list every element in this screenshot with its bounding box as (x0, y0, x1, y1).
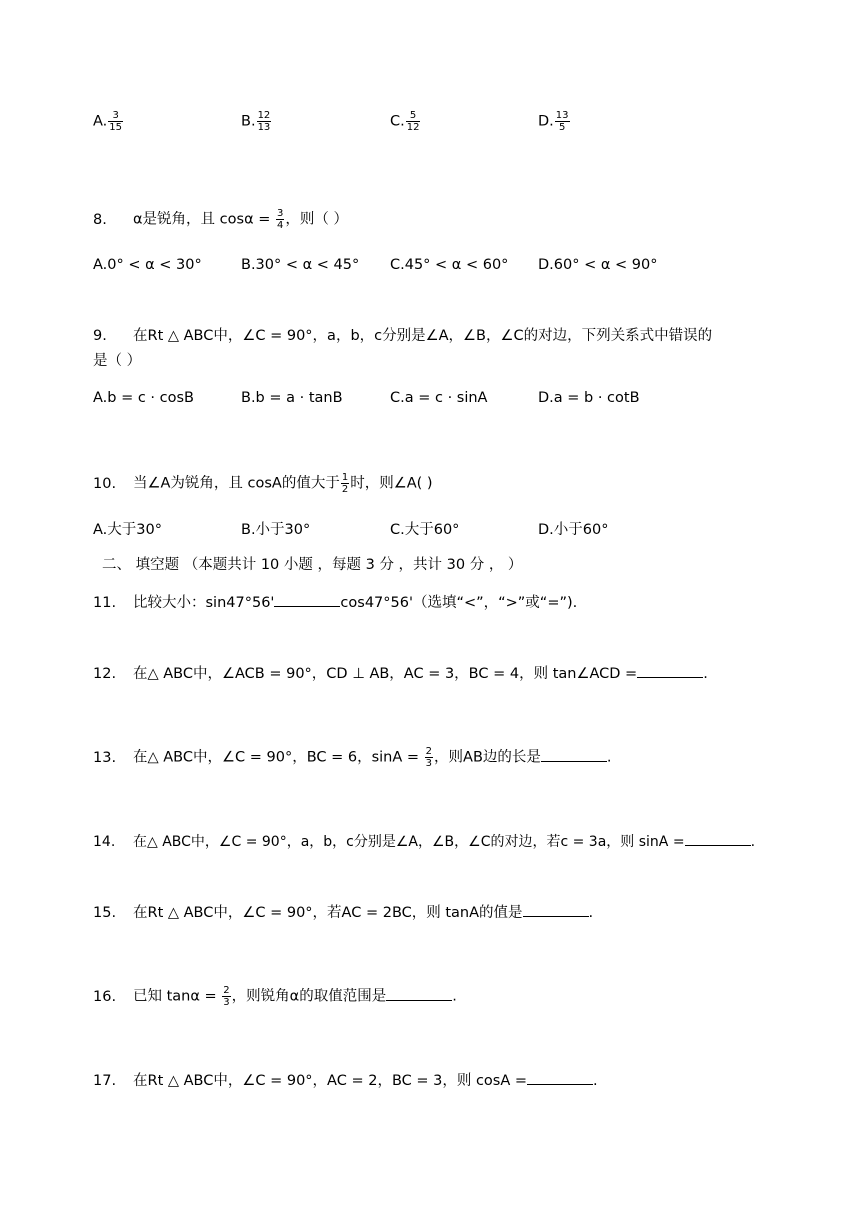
answer-blank (637, 663, 703, 678)
question-number: 8. (93, 211, 107, 228)
fraction (257, 110, 272, 133)
q8-option-b: B.30° < α < 45° (241, 257, 360, 273)
denominator: 2 (341, 484, 349, 495)
denominator: 3 (223, 997, 230, 1008)
answer-blank (523, 902, 589, 917)
question-number: 12. (93, 666, 117, 682)
question-text: 时，则∠A( ) (350, 475, 433, 492)
fraction (276, 208, 284, 231)
question-text: 在Rt △ ABC中，∠C = 90°，AC = 2，BC = 3，则 cosA = (133, 1073, 528, 1089)
question-text: 已知 tanα = (133, 988, 222, 1005)
question-number: 16. (93, 988, 117, 1005)
question-text: ，则锐角α的取值范围是 (231, 988, 387, 1005)
question-number: 11. (93, 595, 117, 611)
denominator: 5 (558, 122, 566, 133)
question-number: 10. (93, 475, 117, 492)
denominator: 15 (109, 122, 123, 133)
q7-option-a (93, 110, 124, 133)
question-text: . (588, 905, 594, 921)
fraction (108, 110, 123, 133)
question-text: 在Rt △ ABC中，∠C = 90°，若AC = 2BC，则 tanA的值是 (133, 905, 523, 921)
q9-option-c: C.a = c · sinA (390, 390, 488, 406)
numerator: 1 (341, 472, 349, 483)
q10-option-c: C.大于60° (390, 522, 460, 538)
question-11 (93, 592, 577, 613)
question-text: 在Rt △ ABC中，∠C = 90°，a，b，c分别是∠A，∠B，∠C的对边，下列关系式中错误的 (133, 328, 713, 344)
question-15 (93, 902, 593, 923)
question-text: 在△ ABC中，∠ACB = 90°，CD ⊥ AB，AC = 3，BC = 4，则 tan∠ACD = (133, 666, 638, 682)
question-number: 13. (93, 749, 117, 766)
question-number: 17. (93, 1073, 117, 1089)
question-text: 在△ ABC中，∠C = 90°，BC = 6，sinA = (133, 749, 424, 766)
q7-option-d (538, 110, 571, 133)
option-label: A. (93, 113, 108, 130)
denominator: 13 (257, 122, 271, 133)
question-9-continued: 是（ ） (93, 353, 142, 369)
question-text: . (593, 1073, 598, 1089)
fraction (406, 110, 421, 133)
question-10 (93, 472, 433, 495)
question-text: ，则AB边的长是 (434, 749, 541, 766)
question-text: 比较大小：sin47°56' (133, 595, 275, 611)
numerator: 3 (277, 208, 284, 219)
section-heading: 二、 填空题 （本题共计 10 小题 ，每题 3 分 ，共计 30 分 ， ） (102, 557, 523, 573)
fraction (425, 746, 433, 769)
numerator: 2 (425, 746, 433, 757)
q10-option-a: A.大于30° (93, 522, 162, 538)
question-number: 14. (93, 834, 116, 850)
question-text: . (750, 834, 756, 850)
answer-blank (685, 831, 751, 846)
denominator: 3 (425, 758, 433, 769)
q7-option-b (241, 110, 272, 133)
question-9 (93, 326, 712, 346)
question-13 (93, 746, 612, 769)
q7-option-c (390, 110, 421, 133)
question-text: 在△ ABC中，∠C = 90°，a，b，c分别是∠A，∠B，∠C的对边，若c = 3a，则 sinA = (133, 834, 685, 850)
numerator: 2 (223, 985, 230, 996)
question-text: . (452, 988, 457, 1005)
question-text: . (606, 749, 612, 766)
q10-option-b: B.小于30° (241, 522, 311, 538)
numerator: 12 (257, 110, 271, 121)
fraction (222, 985, 230, 1008)
q8-option-c: C.45° < α < 60° (390, 257, 509, 273)
q8-option-d: D.60° < α < 90° (538, 257, 658, 273)
numerator: 5 (406, 110, 421, 122)
fraction (341, 472, 349, 495)
question-text: cos47°56'（选填“<”，“>”或“=”). (340, 595, 578, 611)
denominator: 12 (406, 122, 420, 133)
q9-option-a: A.b = c · cosB (93, 390, 194, 406)
question-number: 9. (93, 328, 107, 344)
answer-blank (527, 1070, 593, 1085)
option-label: C. (390, 113, 405, 130)
question-number: 15. (93, 905, 117, 921)
q8-option-a: A.0° < α < 30° (93, 257, 202, 273)
question-8 (93, 208, 348, 231)
option-label: B. (241, 113, 256, 130)
answer-blank (274, 592, 340, 607)
answer-blank (386, 986, 452, 1001)
answer-blank (541, 747, 607, 762)
option-label: D. (538, 113, 554, 130)
question-16 (93, 985, 457, 1008)
question-14 (93, 831, 755, 852)
question-text: 当∠A为锐角，且 cosA的值大于 (133, 475, 340, 492)
question-12 (93, 663, 708, 684)
numerator: 13 (555, 110, 569, 121)
fraction (555, 110, 570, 133)
question-text: α是锐角，且 cosα = (133, 211, 275, 228)
question-text: ，则（ ） (285, 211, 348, 228)
question-17 (93, 1070, 598, 1091)
denominator: 4 (277, 220, 284, 231)
question-text: . (703, 666, 708, 682)
q9-option-b: B.b = a · tanB (241, 390, 343, 406)
q10-option-d: D.小于60° (538, 522, 609, 538)
q9-option-d: D.a = b · cotB (538, 390, 640, 406)
numerator: 3 (108, 110, 123, 122)
